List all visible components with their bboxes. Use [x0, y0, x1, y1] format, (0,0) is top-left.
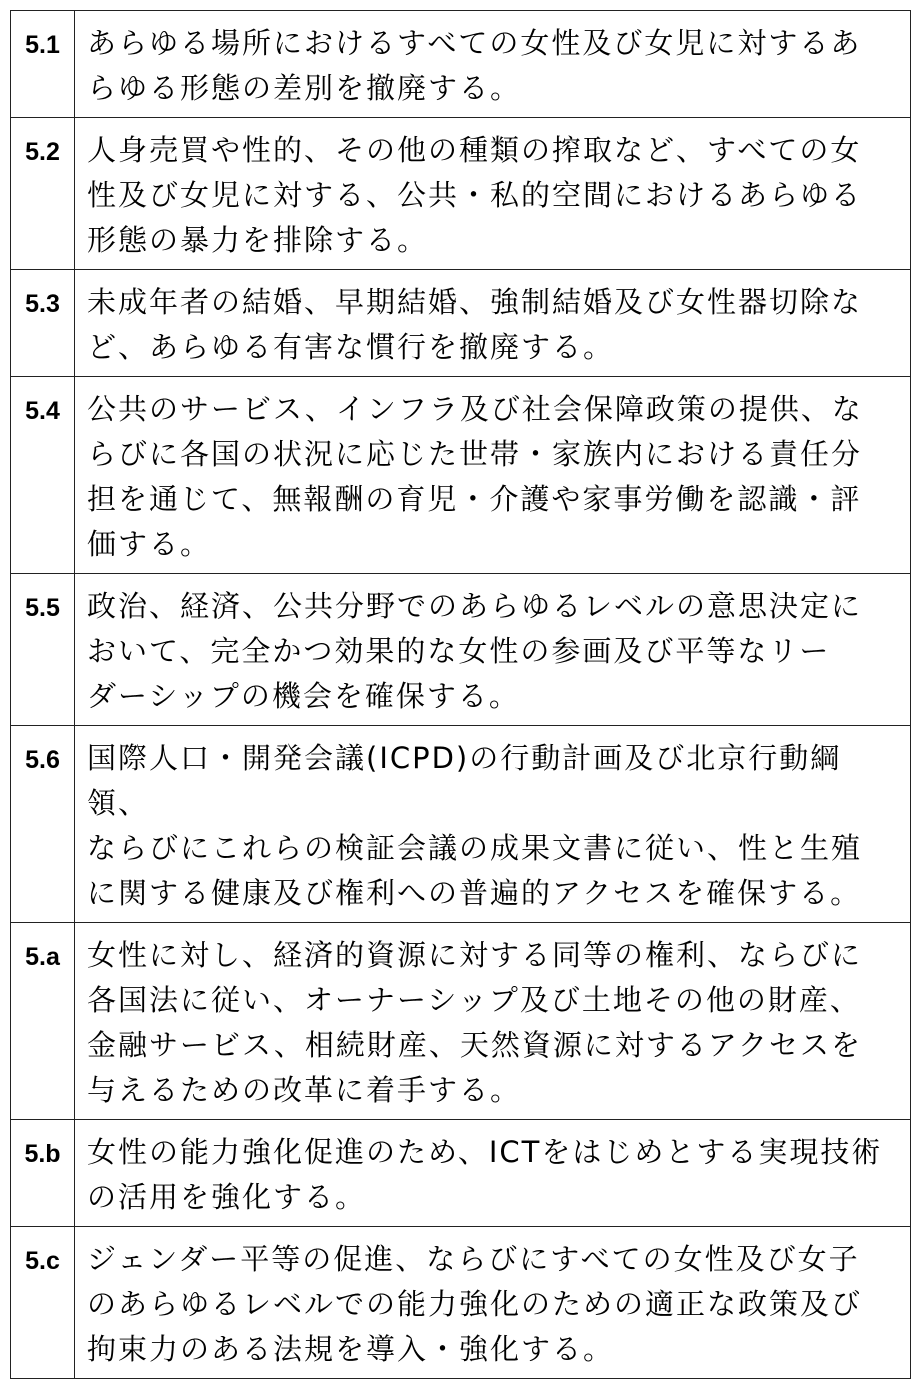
target-code: 5.4 [11, 377, 75, 574]
table-row [11, 377, 911, 574]
target-text: あらゆる場所におけるすべての女性及び女児に対するあ らゆる形態の差別を撤廃する。 [75, 11, 911, 118]
table-row [11, 1227, 911, 1379]
target-code: 5.2 [11, 118, 75, 270]
target-code: 5.c [11, 1227, 75, 1379]
sdg5-targets-table [10, 10, 911, 1379]
target-code: 5.b [11, 1120, 75, 1227]
target-code: 5.3 [11, 270, 75, 377]
table-row [11, 1120, 911, 1227]
table-row [11, 574, 911, 726]
table-row [11, 923, 911, 1120]
target-text: 国際人口・開発会議(ICPD)の行動計画及び北京行動綱領、 ならびにこれらの検証会議の成果文書に従い、性と生殖 に関する健康及び権利への普遍的アクセスを確保する。 [75, 726, 911, 923]
target-text: 公共のサービス、インフラ及び社会保障政策の提供、な らびに各国の状況に応じた世帯・家族内における責任分 担を通じて、無報酬の育児・介護や家事労働を認識・評 価する。 [75, 377, 911, 574]
target-text: 女性に対し、経済的資源に対する同等の権利、ならびに 各国法に従い、オーナーシップ及び土地その他の財産、 金融サービス、相続財産、天然資源に対するアクセスを 与えるための改革に着手する。 [75, 923, 911, 1120]
target-text: ジェンダー平等の促進、ならびにすべての女性及び女子 のあらゆるレベルでの能力強化のための適正な政策及び 拘束力のある法規を導入・強化する。 [75, 1227, 911, 1379]
table-row [11, 726, 911, 923]
target-text: 未成年者の結婚、早期結婚、強制結婚及び女性器切除な ど、あらゆる有害な慣行を撤廃する。 [75, 270, 911, 377]
target-code: 5.a [11, 923, 75, 1120]
table-row [11, 118, 911, 270]
table-row [11, 11, 911, 118]
target-code: 5.1 [11, 11, 75, 118]
target-text: 政治、経済、公共分野でのあらゆるレベルの意思決定に おいて、完全かつ効果的な女性の参画及び平等なリー ダーシップの機会を確保する。 [75, 574, 911, 726]
target-code: 5.5 [11, 574, 75, 726]
target-text: 人身売買や性的、その他の種類の搾取など、すべての女 性及び女児に対する、公共・私的空間におけるあらゆる 形態の暴力を排除する。 [75, 118, 911, 270]
target-text: 女性の能力強化促進のため、ICTをはじめとする実現技術 の活用を強化する。 [75, 1120, 911, 1227]
target-code: 5.6 [11, 726, 75, 923]
table-row [11, 270, 911, 377]
